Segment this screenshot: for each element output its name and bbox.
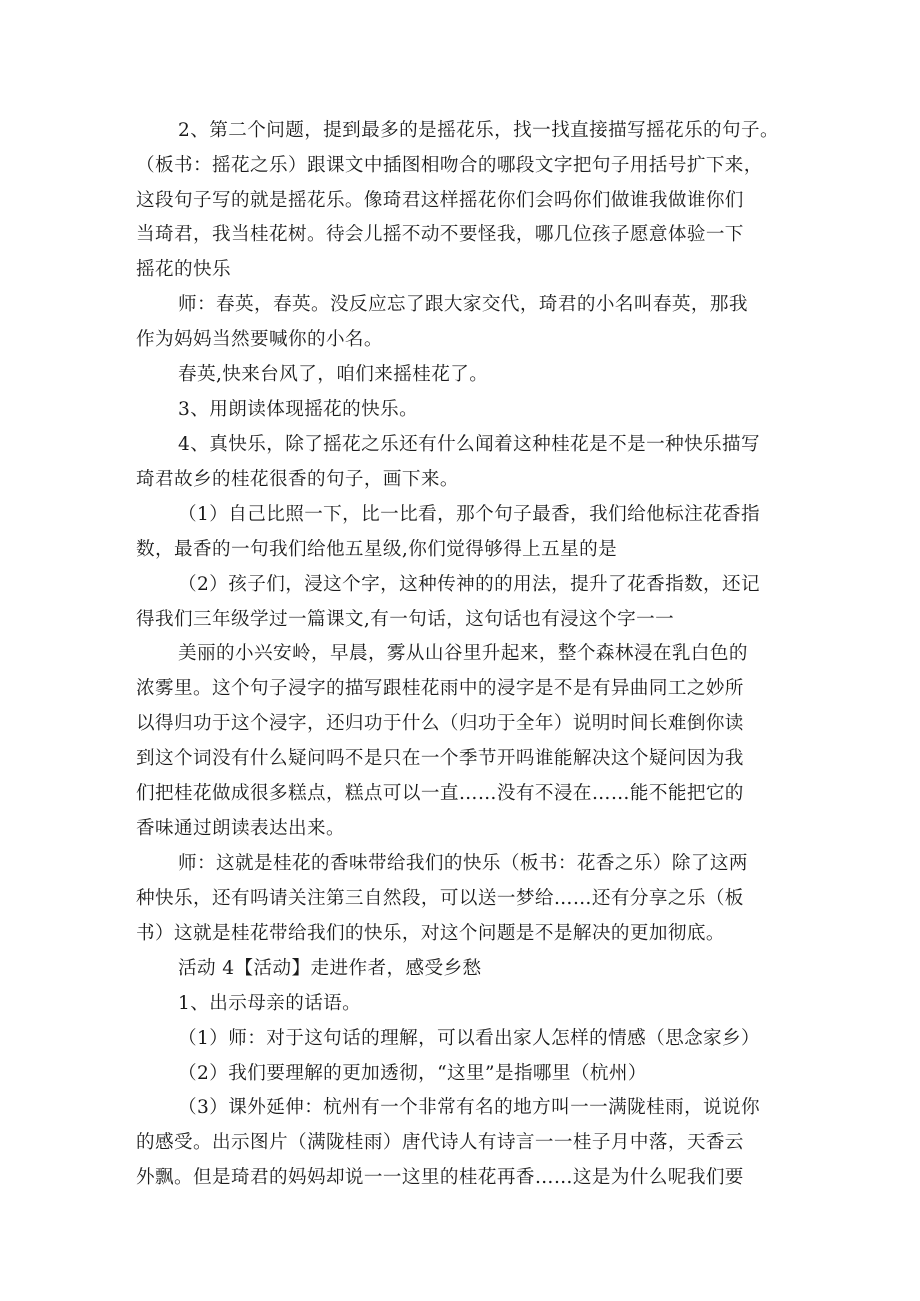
text-line: 琦君故乡的桂花很香的句子，画下来。: [136, 469, 459, 490]
text-line: 到这个词没有什么疑问吗不是只在一个季节开吗谁能解决这个疑问因为我: [136, 748, 744, 769]
text-line: （1）师：对于这句话的理解，可以看出家人怎样的情感（思念家乡）: [178, 1028, 761, 1049]
text-line: 的感受。出示图片（满陇桂雨）唐代诗人有诗言一一桂子月中落，天香云: [136, 1132, 744, 1153]
text-line: 书）这就是桂花带给我们的快乐，对这个问题是不是解决的更加彻底。: [136, 923, 725, 944]
text-line: 当琦君，我当桂花树。待会儿摇不动不要怪我，哪几位孩子愿意体验一下: [136, 224, 744, 245]
text-line: 师：春英，春英。没反应忘了跟大家交代，琦君的小名叫春英，那我: [178, 294, 748, 315]
text-line: 摇花的快乐: [136, 259, 231, 280]
text-line: （2）孩子们，浸这个字，这种传神的的用法，提升了花香指数，还记: [178, 574, 761, 595]
text-line: 这段句子写的就是摇花乐。像琦君这样摇花你们会吗你们做谁我做谁你们: [136, 190, 744, 211]
text-line: 得我们三年级学过一篇课文,有一句话，这句话也有浸这个字一一: [136, 609, 675, 630]
text-line: 2、第二个问题，提到最多的是摇花乐，找一找直接描写摇花乐的句子。: [178, 120, 780, 141]
text-line: （1）自己比照一下，比一比看，那个句子最香，我们给他标注花香指: [178, 504, 761, 525]
text-line: 外飘。但是琦君的妈妈却说一一这里的桂花再香……这是为什么呢我们要: [136, 1167, 744, 1188]
text-line: 美丽的小兴安岭，早晨，雾从山谷里升起来，整个森林浸在乳白色的: [178, 643, 748, 664]
text-line: 浓雾里。这个句子浸字的描写跟桂花雨中的浸字是不是有异曲同工之妙所: [136, 678, 744, 699]
text-line: 作为妈妈当然要喊你的小名。: [136, 329, 383, 350]
text-line: （板书：摇花之乐）跟课文中插图相吻合的哪段文字把句子用括号扩下来，: [136, 155, 763, 176]
text-line: 3、用朗读体现摇花的快乐。: [178, 399, 419, 420]
text-line: 以得归功于这个浸字，还归功于什么（归功于全年）说明时间长难倒你读: [136, 713, 744, 734]
text-line: 数，最香的一句我们给他五星级,你们觉得够得上五星的是: [136, 539, 618, 560]
text-line: 种快乐，还有吗请关注第三自然段，可以送一梦给……还有分享之乐（板: [136, 888, 744, 909]
section-heading: 活动 4【活动】走进作者，感受乡愁: [178, 958, 482, 979]
text-line: （3）课外延伸：杭州有一个非常有名的地方叫一一满陇桂雨，说说你: [178, 1097, 761, 1118]
text-line: 春英,快来台风了，咱们来摇桂花了。: [178, 364, 489, 385]
text-line: 4、真快乐，除了摇花之乐还有什么闻着这种桂花是不是一种快乐描写: [178, 434, 761, 455]
text-line: 1、出示母亲的话语。: [178, 993, 362, 1014]
text-line: 们把桂花做成很多糕点，糕点可以一直……没有不浸在……能不能把它的: [136, 783, 744, 804]
text-line: （2）我们要理解的更加透彻，“这里”是指哪里（杭州）: [178, 1063, 647, 1084]
text-line: 师：这就是桂花的香味带给我们的快乐（板书：花香之乐）除了这两: [178, 853, 748, 874]
text-line: 香味通过朗读表达出来。: [136, 818, 345, 839]
